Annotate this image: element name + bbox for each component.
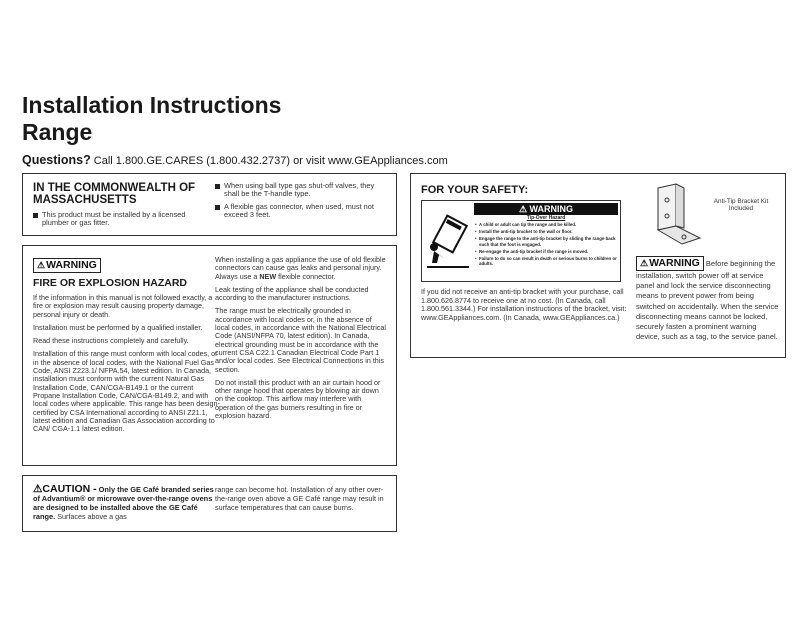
questions-line [22,153,448,167]
label-warning-bar: ⚠ WARNING [474,203,618,215]
anti-tip-bracket-icon [636,182,716,252]
safety-heading: FOR YOUR SAFETY: [421,184,529,196]
bracket-caption: Anti-Tip Bracket Kit Included [713,198,769,212]
fire-paragraph: Installation of this range must conform with local codes, or in the absence of local codes, with the National Fuel Gas Code, ANSI Z223.1/ NFPA.54, latest edition. In Canada, installation must conform with the current Natural Gas Installation Code, CAN/CGA-B149.1 or the current Propane Installation Code, CAN/CGA-B149.2, and with local codes where applicable. This range has been design-certified by CSA International according to ANSI Z21.1, latest edition and Canadian Gas Association according to CAN/ CGA-1.1 latest edition. [33,349,220,434]
label-item: • Failure to do so can result in death or serious burns to children or adults. [474,256,618,266]
bracket-paragraph: If you did not receive an anti-tip bracket with your purchase, call 1.800.626.8774 to receive one at no cost. (In Canada, call 1.800.561.3344.) For installation instructions of the bracket, visit: www.GEAppliances.com. (In Canada, www.GEAppliances.ca.) [421,287,627,322]
safety-box [410,173,786,358]
questions-label: Questions? [22,153,91,167]
fire-paragraph: Read these instructions completely and carefully. [33,336,189,346]
label-item: • Install the anti-tip bracket to the wall or floor. [474,229,618,234]
tip-over-warning-label [421,200,621,282]
label-subtitle: Tip-Over Hazard [526,215,566,221]
fire-paragraph: If the information in this manual is not followed exactly, a fire or explosion may result causing property damage, personal injury or death. [33,293,213,319]
massachusetts-bullet: This product must be installed by a licensed plumber or gas fitter. [33,211,203,228]
warning-badge: ⚠WARNING [636,256,704,271]
title-line-1: Installation Instructions [22,92,282,118]
caution-text: range can become hot. Installation of any other over-the-range oven above a GE Café range may result in surface temperatures that can cause burns. [215,485,384,512]
fire-hazard-heading: FIRE OR EXPLOSION HAZARD [33,277,188,289]
label-item: • Re-engage the anti-tip bracket if the range is moved. [474,249,618,254]
massachusetts-box [22,173,397,236]
tip-over-hazard-icon [425,213,471,273]
fire-paragraph: Installation must be performed by a qualified installer. [33,322,203,332]
caution-badge: ⚠CAUTION - [33,483,97,495]
label-item: • A child or adult can tip the range and be killed. [474,222,618,227]
massachusetts-heading: IN THE COMMONWEALTH OF MASSACHUSETTS [33,182,196,206]
caution-text: Surfaces above a gas [57,512,127,521]
fire-paragraph: Do not install this product with an air curtain hood or other range hood that operates by blowing air down on the cooktop. This airflow may interfere with operation of the gas burners resulting in fire or explosion hazard. [215,377,381,421]
caution-triangle-icon: ⚠ [33,483,43,495]
warning-badge: ⚠WARNING [33,258,101,273]
connector-paragraph: When installing a gas appliance the use of old flexible connectors can cause gas leaks and personal injury. Always use a NEW flexible connector. [215,255,386,281]
massachusetts-bullet: A flexible gas connector, when used, must not exceed 3 feet. [215,203,387,220]
label-triangle-icon: ⚠ [518,204,530,214]
caution-box [22,475,397,532]
questions-text: Call 1.800.GE.CARES (1.800.432.2737) or visit www.GEAppliances.com [93,155,448,167]
page-title [22,92,281,146]
fire-paragraph: Leak testing of the appliance shall be conducted according to the manufacturer instructions. [215,284,369,303]
title-line-2: Range [22,119,93,145]
label-item: • Engage the range to the anti-tip bracket by sliding the range back such that the foot is engaged. [474,236,618,246]
power-warning-paragraph: ⚠WARNING Before beginning the installation, switch power off at service panel and lock the service disconnecting means to prevent power from being switched on accidentally. When the service disconnecting means cannot be locked, securely fasten a prominent warning device, such as a tag, to the service panel. [636,257,779,342]
caution-bold-text: Only the GE Café branded series of Advantium® or microwave over-the-range ovens are designed to be installed above the GE Café range. [33,485,214,521]
fire-warning-box [22,245,397,466]
fire-paragraph: The range must be electrically grounded in accordance with local codes or, in the absence of local codes, in accordance with the National Electrical Code (ANSI/NFPA 70, latest edition). In Canada, electrical grounding must be in accordance with the current CSA C22.1 Canadian Electrical Code Part 1 and/or local codes. See Electrical Connections in this section. [215,306,386,374]
warning-triangle-icon: ⚠ [37,260,46,270]
warning-triangle-icon: ⚠ [640,258,649,268]
massachusetts-bullet: When using ball type gas shut-off valves, they shall be the T-handle type. [215,182,387,199]
